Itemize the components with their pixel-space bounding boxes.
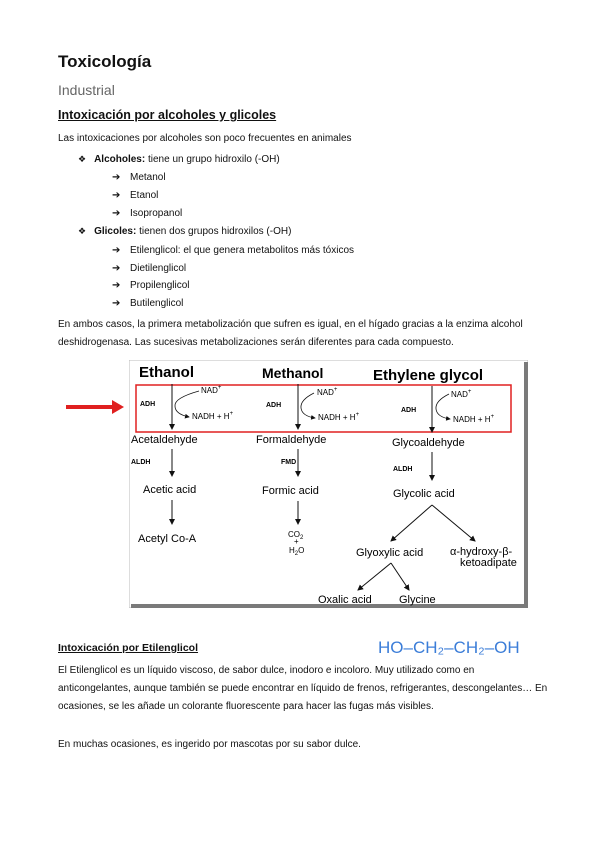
- list-item: [112, 295, 183, 313]
- red-pointer-arrow-icon: [64, 398, 126, 416]
- list-item-text: Etilenglicol: el que genera metabolitos más tóxicos: [130, 245, 355, 256]
- bullet-label: Glicoles:: [94, 226, 137, 237]
- arrow-right-icon: ➔: [112, 172, 121, 183]
- nadh-methanol: NADH + H+: [318, 412, 360, 422]
- diamond-bullet-icon: ❖: [78, 226, 87, 236]
- nad-methanol: NAD+: [317, 387, 338, 397]
- list-item-text: Propilenglicol: [130, 280, 190, 291]
- intro-paragraph: Las intoxicaciones por alcoholes son poco frecuentes en animales: [58, 133, 352, 144]
- label-glyoxylic-acid: Glyoxylic acid: [356, 547, 424, 559]
- label-hydroxy-line2: ketoadipate: [460, 557, 517, 569]
- list-item: [112, 205, 182, 223]
- label-formaldehyde: Formaldehyde: [256, 434, 327, 446]
- list-item-text: Butilenglicol: [130, 298, 184, 309]
- enzyme-adh-methanol: ADH: [266, 402, 282, 409]
- title-methanol: Methanol: [262, 365, 324, 381]
- arrow-right-icon: ➔: [112, 208, 121, 219]
- nadh-ethylene-glycol: NADH + H+: [453, 414, 495, 424]
- arrow-right-icon: ➔: [112, 263, 121, 274]
- list-item-text: Dietilenglicol: [130, 263, 187, 274]
- list-item: [112, 169, 166, 187]
- page-title: Toxicología: [58, 52, 152, 71]
- label-hydroxy-line1: α-hydroxy-β-: [450, 546, 513, 558]
- etilenglicol-paragraph: El Etilenglicol es un líquido viscoso, de sabor dulce, inodoro e incoloro. Muy utilizado como en anticongelantes, aunque también se puede encontrar en líquido de frenos, refrigerantes, descongelantes… En ocasiones, se les añade un colorante fluorescente para hacer las fugas más visibles.: [58, 665, 548, 712]
- title-ethanol: Ethanol: [139, 364, 194, 381]
- enzyme-adh-ethanol: ADH: [140, 401, 156, 408]
- enzyme-adh-ethylene-glycol: ADH: [401, 407, 417, 414]
- enzyme-fmd: FMD: [281, 459, 297, 466]
- metabolism-paragraph: En ambos casos, la primera metabolización que sufren es igual, en el hígado gracias a la enzima alcohol deshidrogenasa. Las sucesivas metabolizaciones serán diferentes para cada compuesto.: [58, 319, 523, 348]
- arrow-right-icon: ➔: [112, 298, 121, 309]
- label-oxalic-acid: Oxalic acid: [318, 594, 372, 606]
- label-h2o: $H_2O$: [289, 546, 305, 557]
- list-item: [112, 242, 354, 260]
- diamond-bullet-icon: ❖: [78, 154, 87, 164]
- section-heading-alcoholes-glicoles: Intoxicación por alcoholes y glicoles: [58, 108, 277, 122]
- bullet-text: tienen dos grupos hidroxilos (-OH): [136, 226, 292, 237]
- arrow-right-icon: ➔: [112, 190, 121, 201]
- arrow-right-icon: ➔: [112, 245, 121, 256]
- label-glycine: Glycine: [399, 594, 436, 606]
- label-acetyl-coa: Acetyl Co-A: [138, 533, 197, 545]
- mascotas-paragraph: En muchas ocasiones, es ingerido por mascotas por su sabor dulce.: [58, 739, 361, 750]
- nad-ethylene-glycol: NAD+: [451, 389, 472, 399]
- bullet-alcoholes: [78, 150, 280, 169]
- label-glycolic-acid: Glycolic acid: [393, 488, 455, 500]
- nad-ethanol: NAD+: [201, 385, 222, 395]
- list-item-text: Etanol: [130, 190, 159, 201]
- section-heading-etilenglicol: Intoxicación por Etilenglicol: [58, 642, 199, 654]
- list-item-text: Metanol: [130, 172, 166, 183]
- diagram-shadow-right: [524, 362, 528, 608]
- list-item: [112, 277, 189, 295]
- title-ethylene-glycol: Ethylene glycol: [373, 367, 484, 384]
- label-plus: +: [294, 537, 299, 546]
- label-formic-acid: Formic acid: [262, 485, 319, 497]
- label-co2: $CO_2$: [288, 530, 304, 541]
- bullet-glicoles: [78, 222, 291, 241]
- arrow-right-icon: ➔: [112, 280, 121, 291]
- list-item: [112, 260, 186, 278]
- label-acetic-acid: Acetic acid: [143, 484, 197, 496]
- list-item: [112, 187, 158, 205]
- nadh-ethanol: NADH + H+: [192, 411, 234, 421]
- enzyme-aldh-ethanol: ALDH: [131, 459, 151, 466]
- enzyme-aldh-ethylene-glycol: ALDH: [393, 466, 413, 473]
- label-glycoaldehyde: Glycoaldehyde: [392, 437, 465, 449]
- list-item-text: Isopropanol: [130, 208, 183, 219]
- bullet-label: Alcoholes:: [94, 154, 146, 165]
- bullet-text: tiene un grupo hidroxilo (-OH): [145, 154, 280, 165]
- label-acetaldehyde: Acetaldehyde: [131, 434, 198, 446]
- metabolism-diagram: [129, 360, 528, 608]
- page-subtitle: Industrial: [58, 82, 115, 98]
- ethylene-glycol-formula: HO–CH₂–CH₂–OH: [378, 638, 520, 657]
